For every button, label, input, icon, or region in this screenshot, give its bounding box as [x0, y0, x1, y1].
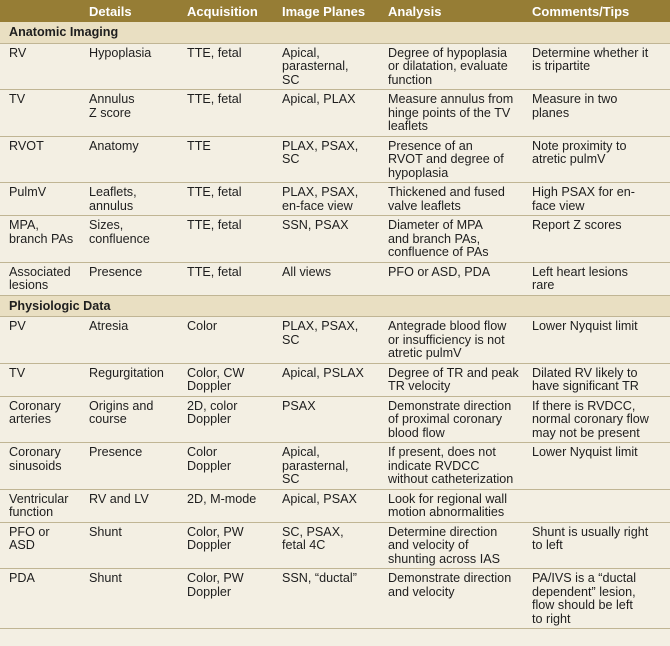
- cell-structure: Coronary arteries: [0, 396, 87, 443]
- cell-acquisition: Color Doppler: [185, 443, 280, 490]
- cell-details: Annulus Z score: [87, 90, 185, 137]
- cell-details: Leaflets, annulus: [87, 183, 185, 216]
- section-row: [0, 22, 670, 43]
- cell-acquisition: TTE: [185, 136, 280, 183]
- cell-acquisition: Color, PW Doppler: [185, 569, 280, 629]
- cell-image-planes: SSN, PSAX: [280, 216, 386, 263]
- cell-structure: RV: [0, 43, 87, 90]
- header-structure: [0, 0, 87, 22]
- cell-comments-tips: Lower Nyquist limit: [530, 443, 670, 490]
- cell-comments-tips: Dilated RV likely to have significant TR: [530, 363, 670, 396]
- cell-image-planes: SSN, “ductal”: [280, 569, 386, 629]
- cell-acquisition: Color, CW Doppler: [185, 363, 280, 396]
- cell-acquisition: TTE, fetal: [185, 216, 280, 263]
- section-title: Anatomic Imaging: [0, 22, 670, 43]
- cell-structure: Coronary sinusoids: [0, 443, 87, 490]
- cell-image-planes: PLAX, PSAX, SC: [280, 136, 386, 183]
- cell-details: Shunt: [87, 522, 185, 569]
- cell-acquisition: TTE, fetal: [185, 43, 280, 90]
- cell-acquisition: 2D, M-mode: [185, 489, 280, 522]
- cell-structure: PFO or ASD: [0, 522, 87, 569]
- cell-comments-tips: Determine whether it is tripartite: [530, 43, 670, 90]
- cell-structure: RVOT: [0, 136, 87, 183]
- cell-image-planes: Apical, parasternal, SC: [280, 43, 386, 90]
- cell-details: Origins and course: [87, 396, 185, 443]
- cell-analysis: If present, does not indicate RVDCC without catheterization: [386, 443, 530, 490]
- cell-image-planes: Apical, PLAX: [280, 90, 386, 137]
- table-row: [0, 396, 670, 443]
- cell-comments-tips: Report Z scores: [530, 216, 670, 263]
- cell-image-planes: PLAX, PSAX, en-face view: [280, 183, 386, 216]
- cell-analysis: Demonstrate direction of proximal coronary blood flow: [386, 396, 530, 443]
- table-row: [0, 443, 670, 490]
- cell-structure: Ventricular function: [0, 489, 87, 522]
- cell-details: RV and LV: [87, 489, 185, 522]
- cell-acquisition: 2D, color Doppler: [185, 396, 280, 443]
- header-details: Details: [87, 0, 185, 22]
- cell-structure: TV: [0, 363, 87, 396]
- cell-comments-tips: Left heart lesions rare: [530, 262, 670, 295]
- cell-comments-tips: Note proximity to atretic pulmV: [530, 136, 670, 183]
- cell-comments-tips: [530, 489, 670, 522]
- cell-structure: PV: [0, 317, 87, 364]
- cell-comments-tips: Measure in two planes: [530, 90, 670, 137]
- table-row: [0, 489, 670, 522]
- cell-details: Regurgitation: [87, 363, 185, 396]
- table-row: [0, 262, 670, 295]
- cell-image-planes: Apical, PSLAX: [280, 363, 386, 396]
- cell-details: Presence: [87, 443, 185, 490]
- cell-structure: PulmV: [0, 183, 87, 216]
- cell-details: Atresia: [87, 317, 185, 364]
- cell-comments-tips: If there is RVDCC, normal coronary flow may not be present: [530, 396, 670, 443]
- cell-details: Sizes, confluence: [87, 216, 185, 263]
- table-row: [0, 317, 670, 364]
- cell-analysis: Measure annulus from hinge points of the TV leaflets: [386, 90, 530, 137]
- cell-analysis: Diameter of MPA and branch PAs, confluence of PAs: [386, 216, 530, 263]
- section-row: [0, 295, 670, 317]
- section-title: Physiologic Data: [0, 295, 670, 317]
- cell-analysis: Degree of hypoplasia or dilatation, evaluate function: [386, 43, 530, 90]
- cell-image-planes: PSAX: [280, 396, 386, 443]
- table-row: [0, 363, 670, 396]
- cell-details: Shunt: [87, 569, 185, 629]
- cell-structure: Associated lesions: [0, 262, 87, 295]
- cell-details: Presence: [87, 262, 185, 295]
- cell-analysis: Antegrade blood flow or insufficiency is not atretic pulmV: [386, 317, 530, 364]
- cell-image-planes: PLAX, PSAX, SC: [280, 317, 386, 364]
- cell-image-planes: Apical, parasternal, SC: [280, 443, 386, 490]
- cell-details: Anatomy: [87, 136, 185, 183]
- cell-structure: MPA, branch PAs: [0, 216, 87, 263]
- cell-structure: PDA: [0, 569, 87, 629]
- cell-comments-tips: Lower Nyquist limit: [530, 317, 670, 364]
- cell-comments-tips: High PSAX for en- face view: [530, 183, 670, 216]
- header-acquisition: Acquisition: [185, 0, 280, 22]
- table-row: [0, 522, 670, 569]
- cell-analysis: PFO or ASD, PDA: [386, 262, 530, 295]
- header-analysis: Analysis: [386, 0, 530, 22]
- table-row: [0, 569, 670, 629]
- cell-details: Hypoplasia: [87, 43, 185, 90]
- table-row: [0, 136, 670, 183]
- table-row: [0, 90, 670, 137]
- cell-analysis: Demonstrate direction and velocity: [386, 569, 530, 629]
- header-row: [0, 0, 670, 22]
- cell-structure: TV: [0, 90, 87, 137]
- cell-image-planes: SC, PSAX, fetal 4C: [280, 522, 386, 569]
- cell-image-planes: Apical, PSAX: [280, 489, 386, 522]
- table-body: [0, 22, 670, 629]
- cell-analysis: Determine direction and velocity of shunting across IAS: [386, 522, 530, 569]
- table-row: [0, 216, 670, 263]
- header-comments-tips: Comments/Tips: [530, 0, 670, 22]
- cell-analysis: Presence of an RVOT and degree of hypoplasia: [386, 136, 530, 183]
- cell-image-planes: All views: [280, 262, 386, 295]
- cell-acquisition: Color: [185, 317, 280, 364]
- cell-analysis: Look for regional wall motion abnormalities: [386, 489, 530, 522]
- cell-acquisition: TTE, fetal: [185, 90, 280, 137]
- cell-comments-tips: PA/IVS is a “ductal dependent” lesion, flow should be left to right: [530, 569, 670, 629]
- table-row: [0, 183, 670, 216]
- header-image-planes: Image Planes: [280, 0, 386, 22]
- cell-acquisition: TTE, fetal: [185, 183, 280, 216]
- cell-analysis: Thickened and fused valve leaflets: [386, 183, 530, 216]
- cell-acquisition: TTE, fetal: [185, 262, 280, 295]
- table-row: [0, 43, 670, 90]
- cell-analysis: Degree of TR and peak TR velocity: [386, 363, 530, 396]
- cell-acquisition: Color, PW Doppler: [185, 522, 280, 569]
- cell-comments-tips: Shunt is usually right to left: [530, 522, 670, 569]
